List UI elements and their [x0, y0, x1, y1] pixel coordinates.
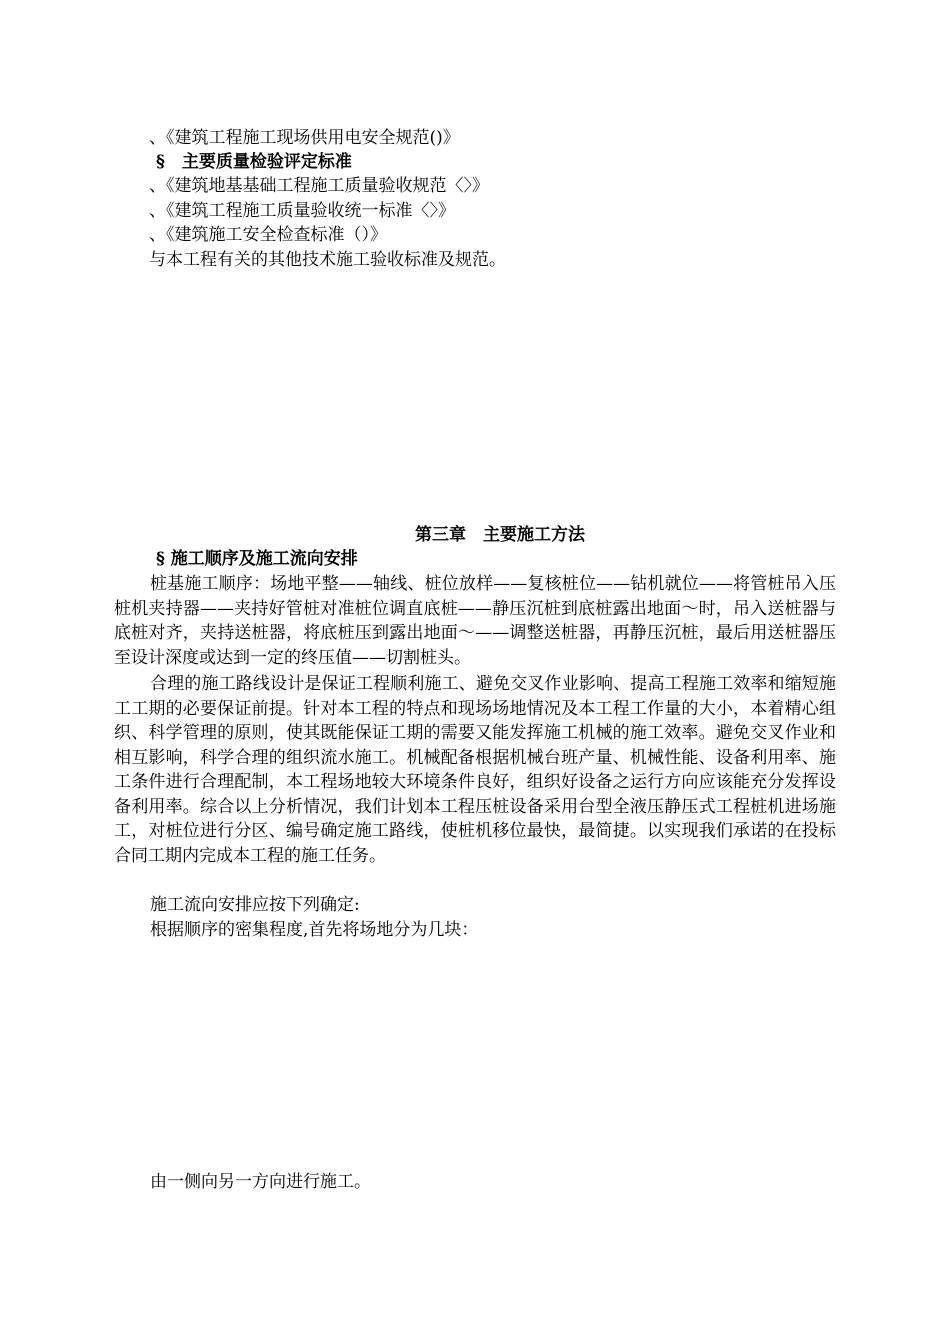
chapter-title: 第三章 主要施工方法 — [415, 525, 585, 545]
flow-basis: 根据顺序的密集程度,首先将场地分为几块： — [150, 920, 479, 940]
quality-item-foundation: 、《建筑地基基础工程施工质量验收规范〈〉》 — [149, 176, 489, 196]
other-standards-note: 与本工程有关的其他技术施工验收标准及规范。 — [149, 250, 506, 270]
closing-statement: 由一侧向另一方向进行施工。 — [150, 1172, 371, 1192]
quality-item-safety-inspection: 、《建筑施工安全检查标准（）》 — [149, 225, 387, 245]
pile-sequence-paragraph: 桩基施工顺序：场地平整——轴线、桩位放样——复核桩位——钻机就位——将管桩吊入压桩机夹持器——夹持好管桩对准桩位调直底桩——静压沉桩到底桩露出地面～时，吊入送桩器与底桩对齐，夹持送桩器，将底桩压到露出地面～——调整送桩器，再静压沉桩，最后用送桩器压至设计深度或达到一定的终压值——切割桩头。 — [114, 574, 836, 668]
quality-standards-heading: § 主要质量检验评定标准 — [156, 152, 352, 172]
construction-route-paragraph: 合理的施工路线设计是保证工程顺利施工、避免交叉作业影响、提高工程施工效率和缩短施工工期的必要保证前提。针对本工程的特点和现场场地情况及本工程工作量的大小，本着精心组织、科学管理的原则，使其既能保证工期的需要又能发挥施工机械的施工效率。避免交叉作业和相互影响，科学合理的组织流水施工。机械配备根据机械台班产量、机械性能、设备利用率、施工条件进行合理配制，本工程场地较大环境条件良好，组织好设备之运行方向应该能充分发挥设备利用率。综合以上分析情况，我们计划本工程压桩设备采用台型全液压静压式工程桩机进场施工，对桩位进行分区、编号确定施工路线，使桩机移位最快，最简捷。以实现我们承诺的在投标合同工期内完成本工程的施工任务。 — [114, 674, 836, 866]
quality-item-unified-standard: 、《建筑工程施工质量验收统一标准〈〉》 — [149, 201, 455, 221]
section-heading: § 施工顺序及施工流向安排 — [156, 549, 358, 569]
standard-item-electric-safety: 、《建筑工程施工现场供用电安全规范()》 — [149, 128, 460, 148]
flow-intro: 施工流向安排应按下列确定: — [150, 895, 360, 915]
